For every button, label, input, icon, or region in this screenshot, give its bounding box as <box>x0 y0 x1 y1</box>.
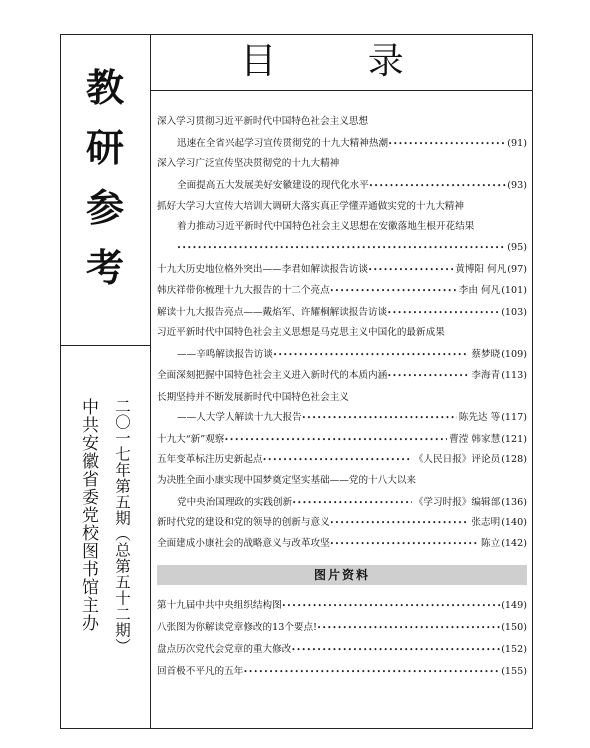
toc-entry <box>157 220 527 234</box>
entry-page: (103) <box>501 307 527 318</box>
leader-dots <box>177 241 506 256</box>
toc-entry <box>157 433 527 448</box>
entry-title: 全面建成小康社会的战略意义与改革攻坚 <box>157 538 330 549</box>
entry-title: 长期坚持并不断发展新时代中国特色社会主义 <box>157 392 349 403</box>
brand-char: 教 <box>85 65 124 110</box>
entry-page: (142) <box>501 538 527 549</box>
entry-title: 盘点历次党代会党章的重大修改 <box>157 644 292 655</box>
entry-title: 八张图为你解读党章修改的13个要点! <box>157 622 317 633</box>
entry-title: 五年变革标注历史新起点 <box>157 454 263 465</box>
entry-page: (93) <box>507 180 527 191</box>
leader-dots <box>263 453 412 468</box>
toc-entry <box>157 453 527 468</box>
entry-title: ——辛鸣解读报告访谈 <box>177 349 273 360</box>
toc-entry <box>157 369 527 384</box>
entry-page: (155) <box>501 666 527 677</box>
entry-page: (117) <box>501 412 527 423</box>
entry-title: 抓好大学习大宣传大培训大调研大落实真正学懂弄通做实党的十九大精神 <box>157 201 464 212</box>
toc-entry <box>157 474 527 488</box>
entry-author: 李海青 <box>471 370 501 381</box>
entry-title: 十九大历史地位格外突出——李君如解读报告访谈 <box>157 264 369 275</box>
toc-entry <box>157 263 527 278</box>
entry-title: 着力推动习近平新时代中国特色社会主义思想在安徽落地生根开花结果 <box>177 221 475 232</box>
entry-title: 回首极不平凡的五年 <box>157 666 244 677</box>
entry-author: 《人民日报》评论员 <box>413 454 501 465</box>
entry-page: (136) <box>501 497 527 508</box>
entry-page: (150) <box>501 622 527 633</box>
entry-author: 张志明 <box>471 517 501 528</box>
toc-entry <box>157 665 527 680</box>
entry-page: (140) <box>501 517 527 528</box>
entry-page: (95) <box>507 242 527 253</box>
entry-author: 蔡梦晓 <box>471 349 501 360</box>
leader-dots <box>291 643 500 658</box>
leader-dots <box>224 433 447 448</box>
brand-char: 研 <box>85 125 124 170</box>
leader-dots <box>330 284 457 299</box>
entry-author: 黄博阳 何凡 <box>455 264 507 275</box>
entry-author: 陈立 <box>481 538 501 549</box>
issue-info: 二〇一七年第五期（总第五十二期） <box>113 398 131 654</box>
toc-entry <box>157 115 527 129</box>
entry-page: (121) <box>501 434 527 445</box>
entry-title: 习近平新时代中国特色社会主义思想是马克思主义中国化的最新成果 <box>157 327 445 338</box>
leader-dots <box>388 137 506 152</box>
entry-title: 全面提高五大发展美好安徽建设的现代化水平 <box>177 180 369 191</box>
leader-dots <box>368 263 453 278</box>
entry-page: (128) <box>501 454 527 465</box>
brand-char: 考 <box>85 245 124 290</box>
entry-title: 第十九届中共中央组织结构图 <box>157 600 282 611</box>
entry-page: (113) <box>501 370 527 381</box>
entry-title: 迅速在全省兴起学习宣传贯彻党的十九大精神热潮 <box>177 138 389 149</box>
leader-dots <box>330 537 479 552</box>
entry-page: (152) <box>501 644 527 655</box>
toc-entry <box>157 621 527 636</box>
entry-title: ——人大学人解读十九大报告 <box>177 412 302 423</box>
column-divider <box>150 34 151 729</box>
leader-dots <box>292 496 412 511</box>
publisher: 中共安徽省委党校图书馆主办 <box>78 398 98 632</box>
toc-entry <box>157 537 527 552</box>
leader-dots <box>282 599 500 614</box>
entry-title: 韩庆祥带你梳理十九大报告的十二个亮点 <box>157 285 330 296</box>
toc-entry <box>157 496 527 511</box>
section-heading-pictures: 图片资料 <box>157 565 527 585</box>
entry-page: (109) <box>501 349 527 360</box>
brand-char: 参 <box>85 185 124 230</box>
toc-entry <box>157 391 527 405</box>
entry-title: 十九大“新”观察 <box>157 434 225 445</box>
leader-dots <box>387 306 500 321</box>
page-title: 目 录 <box>240 41 444 82</box>
toc-entry <box>157 516 527 531</box>
leader-dots <box>302 411 457 426</box>
toc-entry <box>157 157 527 171</box>
toc-entry <box>157 411 527 426</box>
toc-entry <box>157 137 527 152</box>
entry-title: 全面深刻把握中国特色社会主义进入新时代的本质内涵 <box>157 370 388 381</box>
toc-entry <box>157 241 527 256</box>
toc-entry <box>157 179 527 194</box>
entry-author: 曹滢 韩家慧 <box>449 434 501 445</box>
entry-title: 解读十九大报告亮点——戴焰军、许耀桐解读报告访谈 <box>157 307 388 318</box>
entry-title: 新时代党的建设和党的领导的创新与意义 <box>157 517 330 528</box>
leader-dots <box>243 665 500 680</box>
entry-title: 为决胜全面小康实现中国梦奠定坚实基础——党的十八大以来 <box>157 475 417 486</box>
toc-entry <box>157 599 527 614</box>
leader-dots <box>273 348 469 363</box>
entry-title: 深入学习广泛宣传坚决贯彻党的十九大精神 <box>157 158 340 169</box>
toc-entry <box>157 306 527 321</box>
entry-author: 李由 何凡 <box>458 285 501 296</box>
entry-title: 深入学习贯彻习近平新时代中国特色社会主义思想 <box>157 116 369 127</box>
toc-entry <box>157 643 527 658</box>
entry-page: (149) <box>501 600 527 611</box>
toc-entry <box>157 326 527 340</box>
leader-dots <box>317 621 500 636</box>
journal-name <box>60 60 150 340</box>
leader-dots <box>387 369 469 384</box>
entry-title: 党中央治国理政的实践创新 <box>177 497 293 508</box>
toc-entry <box>157 284 527 299</box>
left-divider <box>60 345 151 346</box>
toc-entry <box>157 348 527 363</box>
entry-page: (91) <box>507 138 527 149</box>
entry-author: 陈先达 等 <box>458 412 501 423</box>
entry-page: (97) <box>507 264 527 275</box>
leader-dots <box>330 516 470 531</box>
entry-author: 《学习时报》编辑部 <box>413 497 501 508</box>
entry-page: (101) <box>501 285 527 296</box>
toc-entry <box>157 200 527 214</box>
leader-dots <box>369 179 506 194</box>
title-divider <box>151 90 533 91</box>
